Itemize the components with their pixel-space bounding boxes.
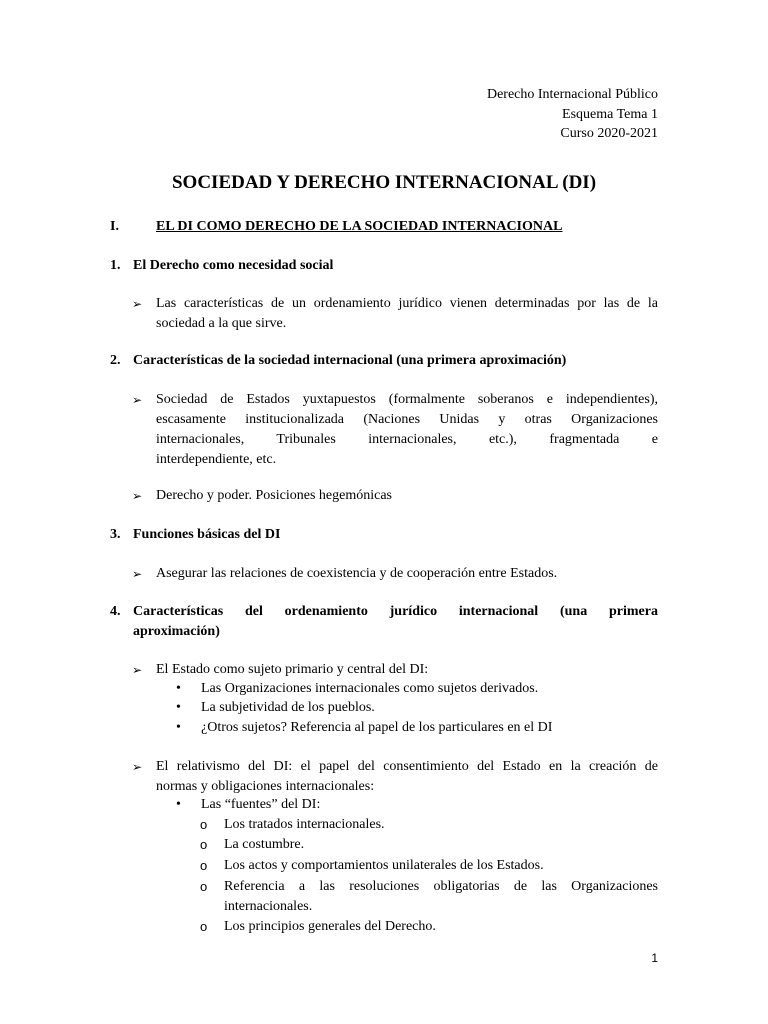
header-block xyxy=(487,85,658,144)
list-item xyxy=(132,660,658,680)
text-line: interdependiente, etc. xyxy=(156,452,277,467)
part-heading xyxy=(110,217,658,237)
bullet-dot-icon: • xyxy=(176,700,181,715)
text-line: normas y obligaciones internacionales: xyxy=(156,779,375,794)
part-heading-text: EL DI COMO DERECHO DE LA SOCIEDAD INTERNACIONAL xyxy=(156,219,563,234)
list-item-text xyxy=(132,757,658,797)
sub-sub-list-item-text: Los principios generales del Derecho. xyxy=(224,919,436,934)
sub-sub-list-item-text: Los actos y comportamientos unilaterales de los Estados. xyxy=(224,858,544,873)
arrow-bullet-icon: ➢ xyxy=(132,489,143,503)
sub-list-item-text: La subjetividad de los pueblos. xyxy=(201,700,375,715)
list-item xyxy=(132,390,658,470)
header-topic: Esquema Tema 1 xyxy=(562,106,658,122)
section-heading-4 xyxy=(110,602,658,642)
sub-sub-list-item xyxy=(200,917,658,937)
section-heading-2 xyxy=(110,351,658,371)
text-line: escasamente institucionalizada (Naciones Unidas y otras Organizaciones xyxy=(156,412,658,427)
section-heading-text: El Derecho como necesidad social xyxy=(133,258,334,273)
sub-list-item-text: ¿Otros sujetos? Referencia al papel de los particulares en el DI xyxy=(201,720,553,735)
sub-sub-list-item-text: La costumbre. xyxy=(224,837,305,852)
sub-sub-list-item xyxy=(200,815,658,835)
arrow-bullet-icon: ➢ xyxy=(132,393,143,407)
bullet-dot-icon: • xyxy=(176,797,181,812)
text-line: Sociedad de Estados yuxtapuestos (formalmente soberanos e independientes), xyxy=(156,392,658,407)
circle-bullet-icon: o xyxy=(200,879,208,894)
sub-sub-list-item-text: Los tratados internacionales. xyxy=(224,817,385,832)
bullet-dot-icon: • xyxy=(176,720,181,735)
header-course: Curso 2020-2021 xyxy=(560,126,658,141)
arrow-bullet-icon: ➢ xyxy=(132,760,143,774)
page-number: 1 xyxy=(651,951,658,965)
part-numeral: I. xyxy=(110,219,119,234)
list-item xyxy=(132,564,658,584)
text-line: internacionales, Tribunales internacionales, etc.), fragmentada e xyxy=(156,432,658,447)
text-line: aproximación) xyxy=(133,624,220,639)
arrow-bullet-icon: ➢ xyxy=(132,663,143,677)
header-subject: Derecho Internacional Público xyxy=(486,87,658,102)
circle-bullet-icon: o xyxy=(200,817,208,832)
sub-sub-list-item xyxy=(200,877,658,917)
section-heading-text: Características de la sociedad internacional (una primera aproximación) xyxy=(133,353,567,368)
section-heading-text: Funciones básicas del DI xyxy=(133,527,281,542)
sub-list-item xyxy=(174,718,658,738)
sub-list-item-text: Las Organizaciones internacionales como sujetos derivados. xyxy=(201,681,539,696)
section-number: 1. xyxy=(110,258,121,273)
list-item-text: Derecho y poder. Posiciones hegemónicas xyxy=(156,488,392,503)
section-heading-1 xyxy=(110,256,658,276)
list-item xyxy=(132,294,658,334)
sub-list-item xyxy=(174,698,658,718)
section-number: 3. xyxy=(110,527,121,542)
text-line: Características del ordenamiento jurídico internacional (una primera xyxy=(133,604,658,619)
list-item xyxy=(132,486,658,506)
circle-bullet-icon: o xyxy=(200,858,208,873)
sub-list-item xyxy=(174,679,658,699)
sub-sub-list-item-text: Referencia a las resoluciones obligatorias de las Organizaciones internacionales. xyxy=(224,879,658,914)
section-number: 4. xyxy=(110,604,121,619)
list-item-text: Las características de un ordenamiento jurídico vienen determinadas por las de la sociedad a la que sirve. xyxy=(156,296,658,331)
text-line: El relativismo del DI: el papel del consentimiento del Estado en la creación de xyxy=(156,759,658,774)
list-item xyxy=(132,757,658,797)
circle-bullet-icon: o xyxy=(200,837,208,852)
circle-bullet-icon: o xyxy=(200,919,208,934)
sub-sub-list-item xyxy=(200,835,658,855)
list-item-text: El Estado como sujeto primario y central del DI: xyxy=(156,662,429,677)
section-heading-3 xyxy=(110,525,658,545)
bullet-dot-icon: • xyxy=(176,681,181,696)
list-item-text xyxy=(132,390,658,470)
arrow-bullet-icon: ➢ xyxy=(132,567,143,581)
section-number: 2. xyxy=(110,353,121,368)
document-title: SOCIEDAD Y DERECHO INTERNACIONAL (DI) xyxy=(171,172,597,193)
sub-list-item-text: Las “fuentes” del DI: xyxy=(201,797,321,812)
sub-list-item xyxy=(174,795,658,815)
list-item-text: Asegurar las relaciones de coexistencia y de cooperación entre Estados. xyxy=(156,566,558,581)
section-heading-text xyxy=(110,602,658,642)
sub-sub-list-item xyxy=(200,856,658,876)
arrow-bullet-icon: ➢ xyxy=(132,297,143,311)
